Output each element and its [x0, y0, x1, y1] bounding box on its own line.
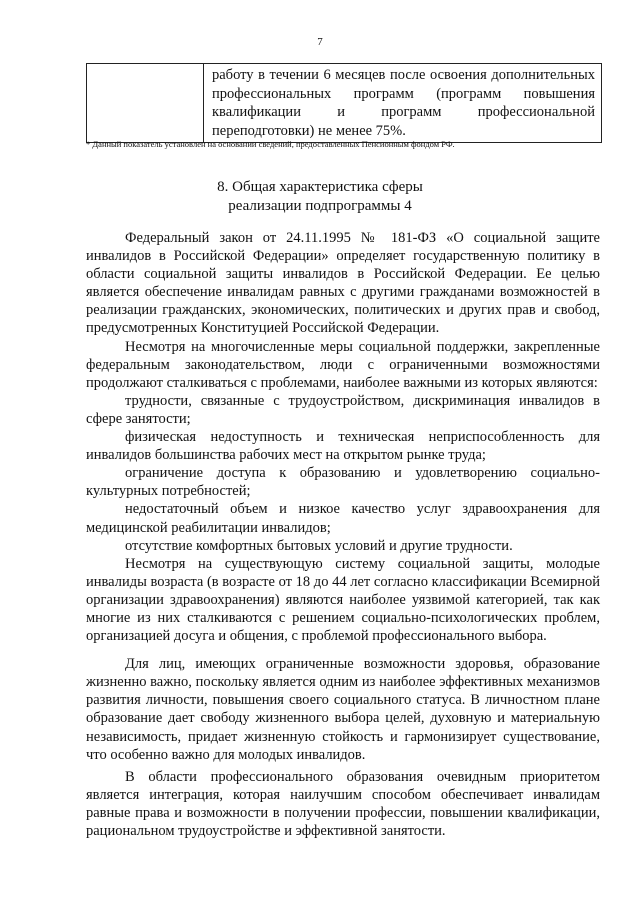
table-cell-empty [87, 64, 204, 143]
section-title-line-2: реализации подпрограммы 4 [228, 198, 412, 214]
section-title [0, 178, 640, 216]
paragraph-professional-education: В области профессионального образования очевидным приоритетом является интеграция, которая наилучшим способом обеспечивает инвалидам равные права и возможности в получении профессии, повышении квалификации, рациональном трудоустройстве и эффективной занятости. [86, 768, 600, 839]
paragraph-employment: трудности, связанные с трудоустройством, дискриминация инвалидов в сфере занятости; [86, 392, 600, 427]
paragraph-education-access: ограничение доступа к образованию и удовлетворению социально-культурных потребностей; [86, 465, 600, 500]
page-number: 7 [317, 36, 323, 48]
paragraph-problems-intro: Несмотря на многочисленные меры социальной поддержки, закрепленные федеральным законодательством, люди с ограниченными возможностями продолжают сталкиваться с проблемами, наиболее важными из которых являются: [86, 338, 600, 391]
body-text [86, 229, 600, 840]
section-title-line-1: 8. Общая характеристика сферы [217, 179, 423, 195]
paragraph-law: Федеральный закон от 24.11.1995 № 181-ФЗ «О социальной защите инвалидов в Российской Федерации» определяет государственную политику в области социальной защиты инвалидов в Российской Федерации. Ее целью является обеспечение инвалидам равных с другими гражданами возможностей в реализации гражданских, экономических, политических и других прав и свобод, предусмотренных Конституцией Российской Федерации. [86, 230, 600, 337]
continuation-table [86, 63, 602, 143]
table-row [87, 64, 602, 143]
paragraph-young-disabled: Несмотря на существующую систему социальной защиты, молодые инвалиды возраста (в возрасте от 18 до 44 лет согласно классификации Всемирной организации здравоохранения) являются наиболее уязвимой категорией, так как многие из них сталкиваются с решением социально-психологических проблем, организацией досуга и общения, с проблемой профессионального выбора. [86, 555, 600, 645]
table-cell-text: работу в течении 6 месяцев после освоения дополнительных профессиональных программ (программ повышения квалификации и программ профессиональной переподготовки) не менее 75%. [204, 64, 602, 143]
paragraph-living-conditions: отсутствие комфортных бытовых условий и другие трудности. [125, 537, 513, 554]
footnote: * Данный показатель установлен на основании сведений, предоставленных Пенсионным фондом РФ. [86, 139, 455, 149]
paragraph-healthcare: недостаточный объем и низкое качество услуг здравоохранения для медицинской реабилитации инвалидов; [86, 501, 600, 536]
paragraph-accessibility: физическая недоступность и техническая неприспособленность для инвалидов большинства рабочих мест на открытом рынке труда; [86, 429, 600, 464]
paragraph-education-importance: Для лиц, имеющих ограниченные возможности здоровья, образование жизненно важно, поскольку является одним из наиболее эффективных механизмов развития личности, повышения своего социального статуса. В личностном плане образование дает свободу жизненного выбора целей, духовную и материальную независимость, придает жизненную стойкость и гармонизирует существование, что особенно важно для молодых инвалидов. [86, 656, 600, 763]
